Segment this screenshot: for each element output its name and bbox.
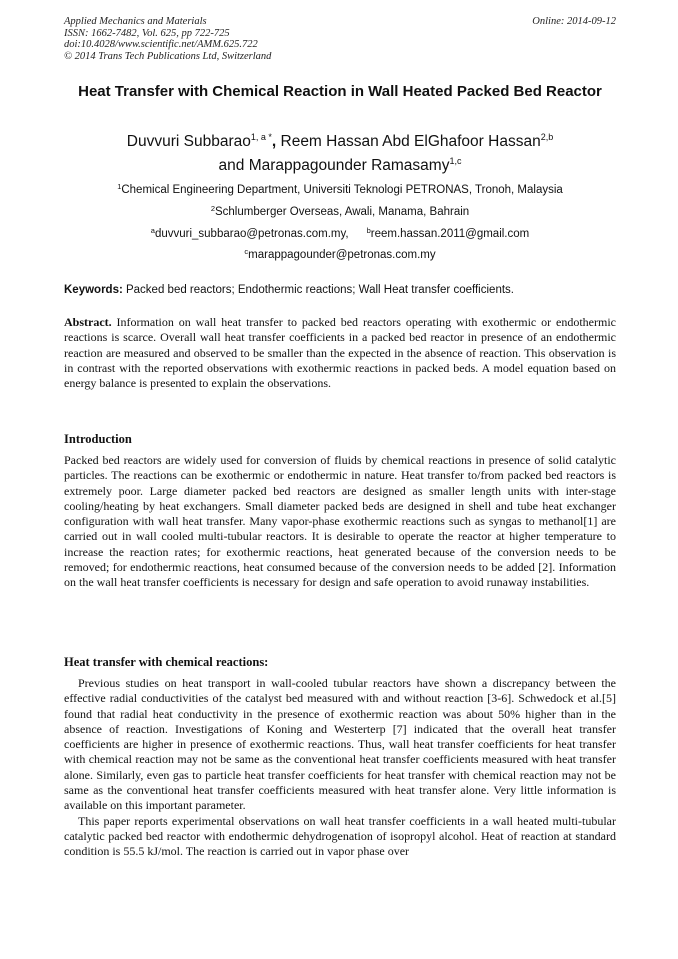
keywords — [64, 283, 616, 297]
introduction-text: Packed bed reactors are widely used for conversion of fluids by chemical reactions in presence of solid catalytic particles. The reactions can be exothermic or endothermic in nature. Heat transfer to/from packed bed reactors is extremely poor. Large diameter packed bed reactors are designed as smaller length units with inter-stage cooling/heating by heat exchangers. Small diameter packed beds are designed in shell and tube heat exchanger configuration with wall heat transfer. Many vapor-phase exothermic reactions such as syngas to methanol[1] are carried out in wall cooled multi-tubular reactors. It is desirable to operate the reactor at higher temperature to increase the reaction rates; for exothermic reactions, heat generated because of the conversion needs to be removed; for endothermic reactions, heat consumed because of the conversion needs to be added [2]. Information on the wall heat transfer coefficients is necessary for design and safe operation to avoid runaway instabilities. — [64, 453, 616, 590]
email-line-1 — [64, 227, 616, 241]
affiliation-2 — [64, 205, 616, 219]
email-c-sup: c — [244, 247, 249, 256]
abstract — [64, 315, 616, 391]
heat-transfer-body — [64, 676, 616, 860]
email-c[interactable]: marappagounder@petronas.com.my — [248, 249, 436, 261]
heat-transfer-paragraph-2: This paper reports experimental observations on wall heat transfer coefficients in a wall heated multi-tubular catalytic packed bed reactor with endothermic dehydrogenation of isopropyl alcohol. Heat of reaction at standard condition is 55.5 kJ/mol. The reaction is carried out in vapor phase over — [64, 813, 616, 859]
affiliation-1-sup: 1 — [117, 182, 122, 191]
abstract-label: Abstract. — [64, 315, 112, 329]
author-separator: , — [271, 133, 277, 150]
heat-transfer-paragraph-1: Previous studies on heat transport in wall-cooled tubular reactors have shown a discrepancy between the effective radial conductivities of the catalyst bed measured with and without reaction [3-6]. Schwedock et al.[5] found that radial heat conductivity in the presence of exothermic reaction was about 50% higher than in the absence of reaction. Investigations of Koning and Westerterp [7] indicated that the overall heat transfer coefficients are higher in presence of exothermic reactions. Thus, wall heat transfer coefficients for heat transfer with chemical reaction may not be same as the conventional heat transfer coefficients measured with heat transfer alone. Similarly, even gas to particle heat transfer coefficients for heat transfer with chemical reaction may not be same as the conventional heat transfer coefficients measured with heat transfer alone. Very little information is available on this important parameter. — [64, 676, 616, 813]
paper-title: Heat Transfer with Chemical Reaction in Wall Heated Packed Bed Reactor — [78, 83, 602, 100]
author-list — [64, 130, 616, 178]
author-3-sup: 1,c — [449, 156, 462, 166]
abstract-text: Information on wall heat transfer to packed bed reactors operating with exothermic or endothermic reactions is scarce. Overall wall heat transfer coefficients in a packed bed reactor in presence of an endothermic reaction are measured and observed to be smaller than the expected in the absence of reaction. This observation is in contrast with the reported observations with exothermic reactions in packed beds. A model equation based on energy balance is presented to explain the observations. — [64, 315, 616, 391]
affiliation-1 — [64, 183, 616, 197]
affiliation-2-sup: 2 — [210, 204, 215, 213]
heat-transfer-heading: Heat transfer with chemical reactions: — [64, 655, 269, 669]
introduction-body — [64, 453, 616, 591]
author-2-sup: 2,b — [540, 132, 554, 142]
author-1-name: Duvvuri Subbarao — [126, 133, 251, 150]
journal-doi: doi:10.4028/www.scientific.net/AMM.625.722 — [64, 39, 258, 50]
author-1-sup: 1, a * — [250, 132, 272, 142]
email-a-sup: a — [150, 226, 155, 235]
author-2-name: Reem Hassan Abd ElGhafoor Hassan — [280, 133, 541, 150]
email-b[interactable]: reem.hassan.2011@gmail.com — [370, 228, 530, 240]
keywords-label: Keywords: — [64, 284, 123, 296]
journal-header — [64, 16, 616, 62]
author-and: and — [218, 157, 245, 174]
author-3-name: Marappagounder Ramasamy — [248, 157, 450, 174]
introduction-heading: Introduction — [64, 432, 132, 446]
journal-issn: ISSN: 1662-7482, Vol. 625, pp 722-725 — [64, 27, 230, 39]
online-date: Online: 2014-09-12 — [532, 16, 616, 27]
email-b-sup: b — [366, 226, 371, 235]
journal-copyright: © 2014 Trans Tech Publications Ltd, Switzerland — [64, 50, 272, 62]
affiliation-2-text: Schlumberger Overseas, Awali, Manama, Bahrain — [214, 206, 470, 218]
journal-name: Applied Mechanics and Materials — [64, 16, 207, 27]
author-line-1 — [64, 130, 616, 154]
affiliation-1-text: Chemical Engineering Department, Universiti Teknologi PETRONAS, Tronoh, Malaysia — [121, 184, 563, 196]
email-line-2 — [64, 248, 616, 262]
author-line-2 — [64, 154, 616, 178]
keywords-text: Packed bed reactors; Endothermic reactions; Wall Heat transfer coefficients. — [122, 284, 514, 296]
email-a[interactable]: duvvuri_subbarao@petronas.com.my, — [154, 228, 349, 240]
